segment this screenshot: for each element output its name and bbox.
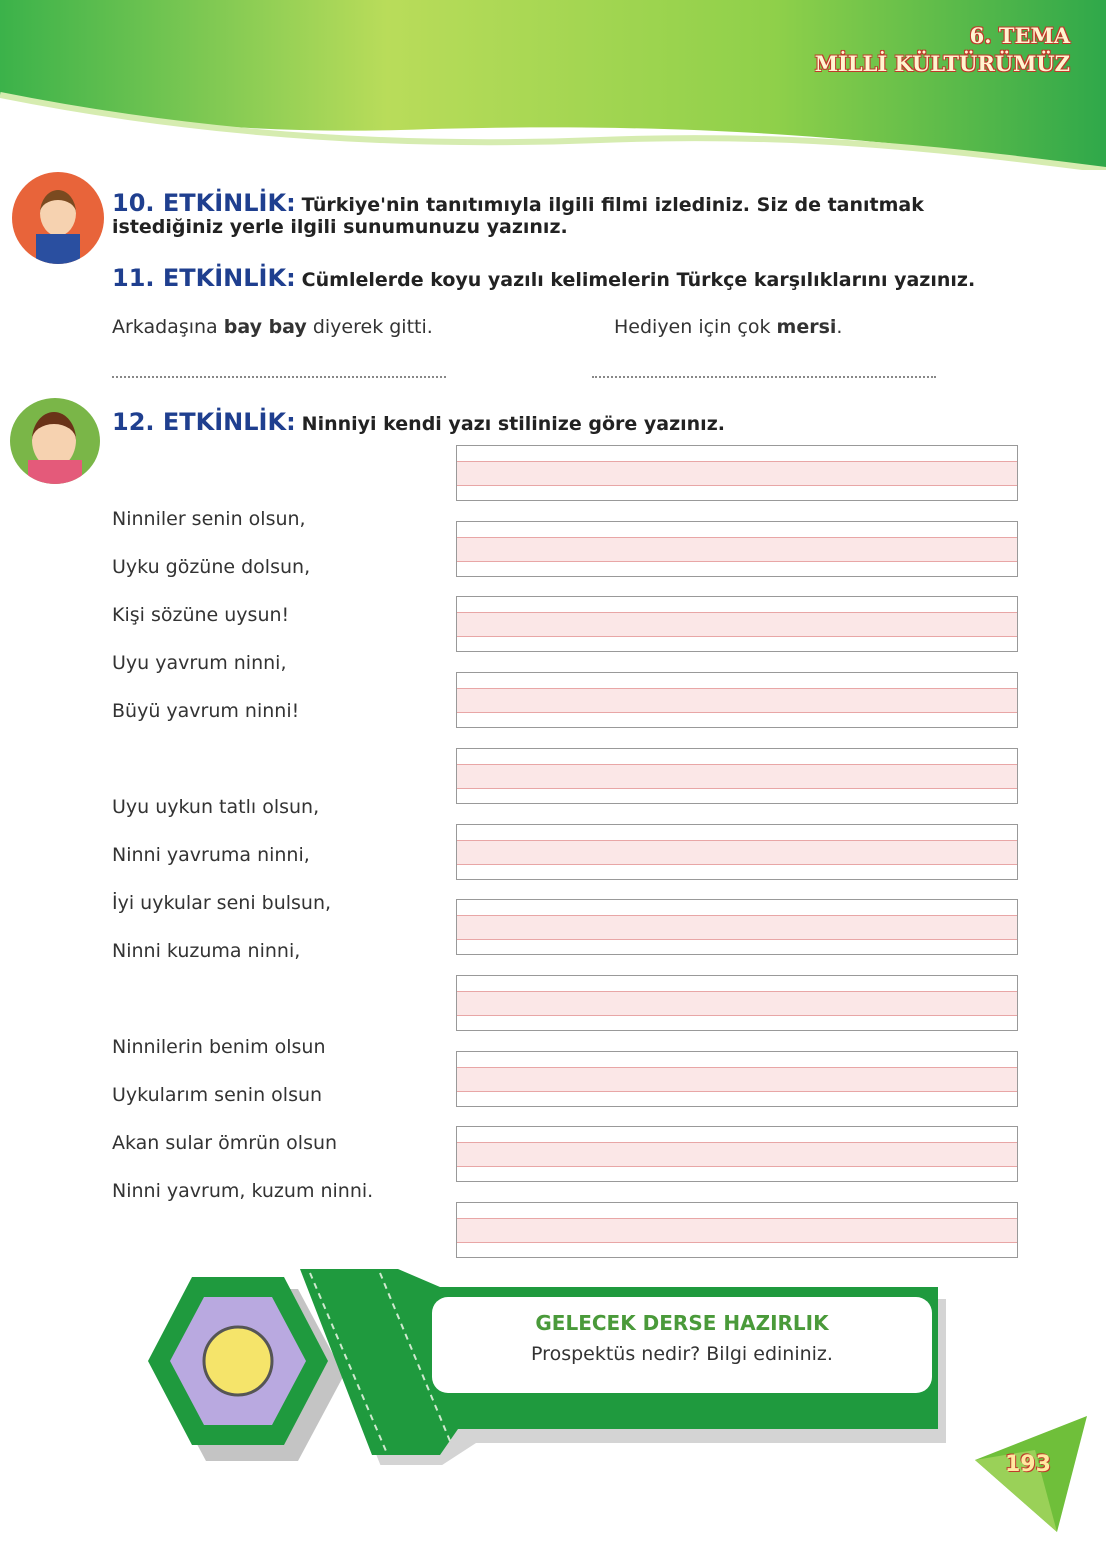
handwriting-line[interactable] (456, 1126, 1018, 1182)
page-number: 193 (1005, 1452, 1051, 1477)
poem-line: Uyu yavrum ninni, (112, 652, 287, 674)
poem-line: Ninni kuzuma ninni, (112, 940, 301, 962)
next-lesson-title: GELECEK DERSE HAZIRLIK (535, 1311, 829, 1335)
activity-10-number: 10. ETKİNLİK: (112, 189, 296, 217)
sentence-2 (614, 316, 842, 338)
page-number-badge (975, 1410, 1090, 1535)
poem-line: Ninni yavruma ninni, (112, 844, 310, 866)
theme-label (815, 22, 1070, 78)
activity-10 (112, 189, 1022, 238)
poem-line: Ninnilerin benim olsun (112, 1036, 326, 1058)
handwriting-line[interactable] (456, 824, 1018, 880)
poem-line: Uyku gözüne dolsun, (112, 556, 311, 578)
activity-11-text: Cümlelerde koyu yazılı kelimelerin Türkçe karşılıklarını yazınız. (301, 269, 976, 291)
girl-avatar-icon (10, 398, 100, 484)
sentence-2-bold: mersi (776, 316, 837, 338)
poem-line: Ninni yavrum, kuzum ninni. (112, 1180, 374, 1202)
activity-12-number: 12. ETKİNLİK: (112, 408, 296, 436)
handwriting-line[interactable] (456, 1051, 1018, 1107)
answer-line-1[interactable] (112, 376, 446, 378)
answer-line-2[interactable] (592, 376, 936, 378)
handwriting-line[interactable] (456, 521, 1018, 577)
activity-11-number: 11. ETKİNLİK: (112, 264, 296, 292)
activity-10-text: Türkiye'nin tanıtımıyla ilgili filmi izlediniz. Siz de tanıtmak istediğiniz yerle ilgili sunumunuzu yazınız. (112, 194, 924, 238)
poem-line: Ninniler senin olsun, (112, 508, 306, 530)
poem-line: Uyu uykun tatlı olsun, (112, 796, 320, 818)
poem-line: Uykularım senin olsun (112, 1084, 323, 1106)
sentence-1-bold: bay bay (223, 316, 307, 338)
handwriting-line[interactable] (456, 975, 1018, 1031)
next-lesson-text: Prospektüs nedir? Bilgi edininiz. (531, 1343, 833, 1365)
sentence-1-before: Arkadaşına (112, 316, 224, 338)
poem-line: Akan sular ömrün olsun (112, 1132, 338, 1154)
handwriting-line[interactable] (456, 899, 1018, 955)
poem-line: İyi uykular seni bulsun, (112, 892, 332, 914)
handwriting-line[interactable] (456, 672, 1018, 728)
magnifier-icon (204, 1327, 272, 1395)
theme-title: MİLLİ KÜLTÜRÜMÜZ (814, 51, 1070, 76)
activity-12-text: Ninniyi kendi yazı stilinize göre yazınız. (301, 413, 725, 435)
handwriting-line[interactable] (456, 1202, 1018, 1258)
handwriting-line[interactable] (456, 596, 1018, 652)
next-lesson-box (432, 1297, 932, 1393)
handwriting-line[interactable] (456, 445, 1018, 501)
boy-avatar-icon (12, 172, 104, 264)
activity-11 (112, 264, 975, 292)
sentence-1-after: diyerek gitti. (306, 316, 433, 338)
sentence-2-after: . (836, 316, 843, 338)
poem-line: Kişi sözüne uysun! (112, 604, 290, 626)
handwriting-line[interactable] (456, 748, 1018, 804)
activity-12 (112, 408, 725, 436)
poem-line: Büyü yavrum ninni! (112, 700, 300, 722)
sentence-2-before: Hediyen için çok (614, 316, 777, 338)
theme-number: 6. TEMA (969, 23, 1070, 48)
sentence-1 (112, 316, 433, 338)
